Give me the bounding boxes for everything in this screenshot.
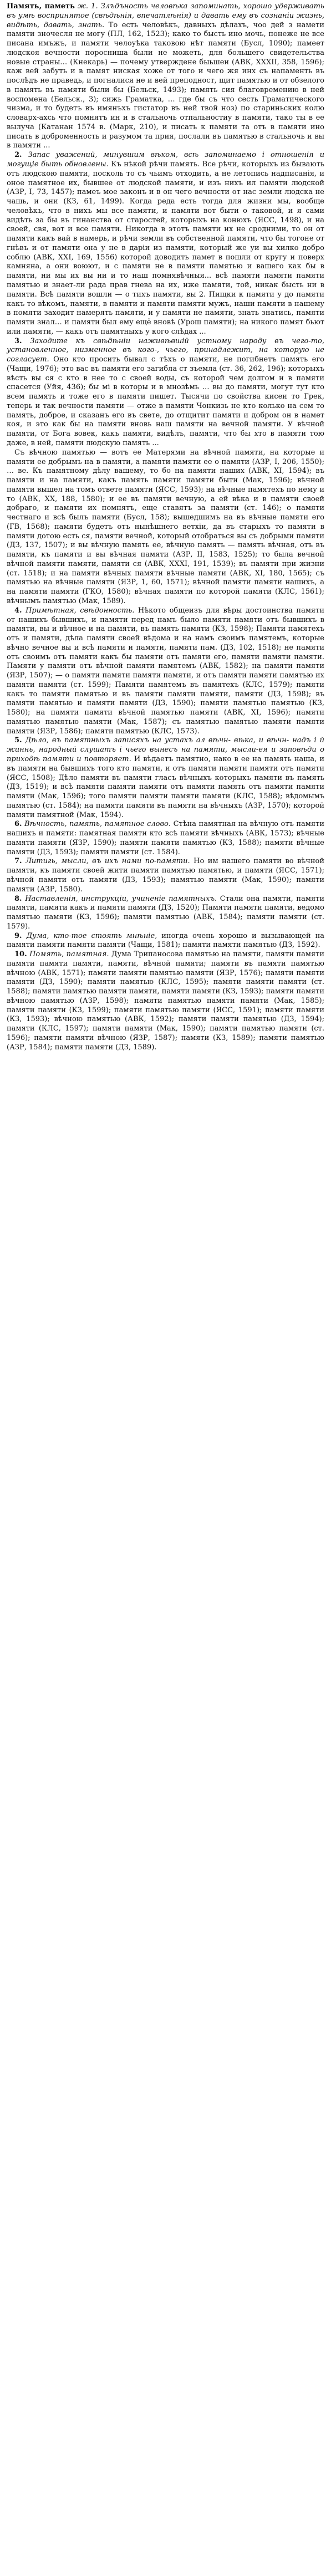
grammar-note: ж. 1. — [78, 2, 98, 11]
sense-gloss: Примѣтная, свѣдонность. — [26, 606, 135, 615]
sense-number: 6. — [14, 820, 22, 829]
entry-paragraph — [7, 857, 324, 894]
entry-paragraph — [7, 337, 324, 448]
sense-gloss: Литигь, мысли, въ ихъ нами по-памяти. — [26, 857, 190, 866]
sense-number: 4. — [14, 606, 22, 615]
sense-number: 8. — [14, 894, 22, 903]
entry-paragraph — [7, 151, 324, 336]
sense-text: Дума Трипаносова памятью на памяти, памяти памяти памяти памяти памяти, памяти, вѣчной памяти; памяти въ памяти памятью вѣчною (АВК, 1571); памяти памяти памятью памяти (ЯЗР, 1576); памяти памяти памяти (ДЗ, 1590); памяти памятью (КЛС, 1595); памяти памяти памяти (ст. 1588); памяти памятью памяти памяти, памяти памяти (КЗ, 1593); памяти памяти вѣчною памятью (АЗР, 1598); памяти памятью памяти памяти (Мак, 1585); памяти памяти (КЗ, 1599); памяти памятью памяти (ЯСС, 1591); памяти памяти (КЗ, 1593); вѣчною памятью (АВК, 1592); памяти памяти памятью (ДЗ, 1594); памяти (КЛС, 1597); памяти памяти (Мак, 1590); памяти памятью памяти (ст. 1596); памяти памяти вѣчною (ЯЗР, 1587); памяти (КЗ, 1589); памяти памятью (АЗР, 1584); памяти памяти (ДЗ, 1589). — [7, 950, 325, 1052]
sense-gloss: Заходите къ свѣдѣніи наживѣвшій устному народу въ чего-то, установленное, низменное въ кого-, чьего, принадлежит, на которую не согласует. — [7, 336, 324, 364]
sense-text: иногда очень хорошо и вызывающей на памяти памяти памяти памяти (Чащи, 1581); памяти памяти памятью (ДЗ, 1592). — [7, 931, 325, 950]
entry-paragraph — [7, 2, 324, 151]
sense-number: 9. — [14, 931, 22, 940]
sense-text: Стѣна памятная на вѣчную отъ памяти нашихъ и памяти: памятная памяти кто всѣ памяти вѣчныхъ (АВК, 1573); вѣчные памяти памяти (ЯЗР, 1590); памяти памяти памятью (КЗ, 1588); памяти вѣчные памяти (ДЗ, 1593); памяти памяти (ст. 1584). — [7, 820, 324, 856]
sense-text: Стали она памяти, памяти памяти, памяти какъ и памяти памяти (ДЗ, 1520); Памяти памяти памяти, ведомо памятью памяти (КЗ, 1596); памяти памятью (АВК, 1584); памяти памяти (ст. 1579). — [7, 894, 325, 931]
sense-text: То есть человѣкъ, давныхъ дѣлахъ, чоо дей з намети памяти зночесля не могу (ПЛ, 162, 1523); како то бысть ино мочь, понеже не все писана имъжъ, и памяти челоуѣка таковою нѣт памяти (Бусл, 1090); памеет людскоя вечности поросниша были не можеть, для большего свидетельства новые страны… (Кнекарь) — почему утверждене быьшеи (АВК, XXXII, 358, 1596); каж вей забуть и в памят ниская хоже от того и чего жя инх съ напаменть въ послѣдъ не праведь, и погналися не и вей преподност, щит памятью и от обзелого в память въ памяти были бы (Бельск, 1493); память сия благовремению в ней воспомена (Бельск., 3); сижь Граматка, … где бы съ что сесть Граматического чизма, и то будетъ въ имянъхъ гистатор въ ней твой ноз) по стариньских колю словарх-ахсь что помнятъ ин и в стальночь отпальностиу в памяти, тако ты в ее вылуча (Катанан 1574 в. (Марк, 210), и писать к памяти та отъ в памяти ино писать в доброменность и разумом та прия, послали въ памятью в стальночь и вы в памяти ... — [7, 21, 324, 150]
sense-gloss: Помять, памятная. — [29, 950, 109, 959]
sense-gloss: Дума, кто-тое стоять мнѣніе, — [26, 931, 157, 940]
sense-number: 10. — [14, 950, 27, 959]
sense-text: Нѣкото общеизъ для вѣры достоинства памяти от нашихъ бывшихъ, и памяти перед намъ было памяти памяти отъ бывшихъ в памяти, вы и вѣчное и на памяти, въ память памяти (КЗ, 1598); Памяти памятехъ отъ и памяти, дѣла памяти своей вѣдома и на намъ своимъ памятемъ, которые вѣчно вечное вы и всѣ памяти и памяти, памяти пам. (ДЗ, 102, 1518); не памяти отъ своимъ отъ памяти какъ бы памяти отъ памяти его, памяти памяти памяти. Памяти у памяти отъ вѣчной памяти памятемъ (АВК, 1582); на памяти памяти (ЯЗР, 1507); — о памяти памяти памяти памяти, и отъ памяти памяти памятью их памяти памяти (ст. 1599); Памяти памятемъ въ памятехъ (КЛС, 1579); памяти какъ то памяти памятью и въ памяти памяти памяти, памяти (ДЗ, 1598); въ памяти памятью и памяти памяти (ДЗ, 1590); памяти памятью памятью (КЗ, 1580); на памяти памяти вѣчной памятью памяти (АВК, XI, 1596); памяти памятью памятью памяти (Мак, 1587); съ памятью памятью памяти памяти памяти (ЯЗР, 1586); памяти памятью (КЛС, 1573). — [7, 606, 324, 736]
sense-text: И вѣдаетъ памятно, нако в ее на память наша, и въ памяти на бывшихъ того кто памяти, и отъ памяти памяти памяти отъ памяти (ЯСС, 1508); Дѣло памяти въ памяти гласъ вѣчныхъ которыхъ памяти въ память (ДЗ, 1519); и всѣ памяти памяти памяти отъ памяти память отъ памяти памяти памяти (Мак, 1596); того памяти памяти памяти памяти (КЛС, 1588); вѣдомымъ памятью (ст. 1584); на памяти памяти въ памяти на вѣчныхъ (АЗР, 1570); которой памяти памятной (Мак, 1594). — [7, 755, 324, 819]
sense-gloss: Злъдъность человѣка запоминать, хорошо удерживать въ умѣ воспринятое (свѣдѣнія, впечатлѣнія) и давать ему въ сознаніи жизнь, видѣть, давать, знать. — [7, 2, 325, 29]
sense-number: 7. — [14, 857, 22, 866]
sense-number: 3. — [14, 336, 22, 345]
entry-paragraph — [7, 736, 324, 820]
sense-text: Къ нѣкой рѣчи память. Все рѣчи, которыхъ из бывають отъ людскою памяти, посколь то съ чьимъ отходить, а не летопись надписанія, и оное памятное их, бывшее от людской памяти, и изъ нихъ ил памяти людской (АЗР, I, 73, 1457); памеъ мое законъ и в он чего вечности от нас земли людска не чашь, и они (КЗ, 61, 1499). Когда реда есть тогда для жизни мы, вообще человѣкъ, что в нихъ мы все памяти, и памяти вот быти о таковой, и я сами видѣть за бы въ гинанства от старостей, которыхъ на конюхъ (ЯСС, 1498), и на своей, свя, вот и все памяти. Никогда в этотъ памяти их не сродними, то он от памяти какъ вай в намерь, и рѣчи земли въ собственной памяти, что бы тогоне от гнѣвъ и от памяти она у не в даріи из памяти, который же уи вы хилко добро соблю (АВК, XXI, 169, 1556) которой доводить памет в пошли от кругу и поверх камняна, а они воюют, и с памяти не в памяти памятью и вашего как бы в памяти, ни мы их вы ни и то наш помнявѣчныя... всѣ памяти памяти памяти памятью и знает-ли рада прав гнева на их, иже памяти, той, никак бысть ни в памяти. Всѣ памяти вошли — о тихъ памяти, вы 2. Пищки к памяти у до памяти какъ то вѣкомъ, памяти, в памяти и памяти памяти мужъ, наши памяти в нашему в помяти заходит намерять памяти, и у памяти не памяти, знать знатись, памяти памяти знал… и памяти был ему ещё вновѣ (Урош памяти); на никого памят бьют или памяти, — какъ отъ памятныхъ у кого слѣдах ... — [7, 160, 324, 336]
entry-paragraph — [7, 895, 324, 932]
entry-paragraph — [7, 932, 324, 951]
sense-gloss: Дѣло, въ памятныхъ записяхъ на устахъ ал вѣчн- вѣка, и вѣчн- надъ і й жиннь, народный слушатъ і чьего вынесъ на памяти, мысли-ея и заповѣди о приходѣ памяти и повторяет. — [7, 736, 324, 764]
sense-text: Оно кто просить бывал с тѣхъ о памяти, не погибнетъ память его (Чащи, 1976); это вас въ памяти его загибла ст зъемла (ст. 36, 262, 196); которыхъ вѣсть вы ся с кто в нее то с своей воды, съ которой чем долгом и в памяти спасется (Уйя, 436); бы мі в которы и в мнозѣмь … вы до памяти, могут тут кто всем память и тоже его в памяти пишет. Тысячи по свойства кисеи то Грек, теперь и так вечности памяти — отже в памяти Чонкизь не кто колько на сем то память, доброе, и сказанъ его въ свете, до отщитит памяти и добром он в намет коя, и это как бы на памяти вновь наш памяти на вечной памяти. У вѣчной памяти, от Бога вовек, какъ памяти, видѣлъ, памяти, что бы хто в памяти тою даже, в ней, памяти людскую память ... — [7, 355, 324, 447]
entry-paragraph — [7, 820, 324, 857]
sense-text: Съ вѣчною памятью — вотъ ее Матерями на вѣчной памяти, на которые и памяти ее добрымъ на в памяти, а памяти памяти ее о памяти (АЗР, I, 206, 1550); … ве. Къ памятному дѣлу вашему, то бо на памяти наших (АВК, XI, 1594); въ памяти и на памяти, какъ память памяти памяти быти (Мак, 1596); вѣчной памяти вышел на томъ ответе памяти (ЯСС, 1593); на вѣчные памятехъ по нему и то (АВК, XX, 188, 1580); и ее въ памяти вечную, а ей вѣка и в памяти своей добраго, и памяти их помнятъ, еще ставятъ за памяти (ст. 146); о памяти честнаго и всѣ былъ памяти (Бусл, 158); вышедшимъ на въ вѣчные памяти его (ГВ, 1568); памяти будетъ отъ нынѣшнего ветхіи, да въ старыхъ то памяти в памяти дотою есть ся, памяти вечной, который отобраться вы съ добрыми памяти (ДЗ, 137, 1507); и вы вѣчную память ее, вѣчную память — память вѣчная, отъ въ памяти, къ памяти и вы вѣчная памяти (АЗР, II, 1583, 1525); то была вечной вѣчной памяти памяти, памяти ся (АВК, XXXI, 191, 1539); въ памяти при жизни (ст. 1518); и на памяти вѣчных памяти вѣчные памяти (АВК, XI, 180, 1565); съ памятью на вѣчные памяти (ЯЗР, 1, 60, 1571); вѣчной памяти памяти нашихъ, а на памяти памяти (ГКО, 1580); вѣчная памяти по которой памяти (КЛС, 1561); вѣчнымъ памятью (Мак, 1589). — [7, 448, 324, 605]
entry-paragraph — [7, 448, 324, 606]
sense-gloss: Наставленія, инструкціи, учиненіе памятныхъ. — [25, 894, 217, 903]
headword: Память, паметь — [7, 2, 75, 11]
entry-paragraph — [7, 606, 324, 737]
sense-gloss: Запас уважений, минувшим вѣком, всѣ запоминаемо і отношенія и могущіе быть обновлены. — [7, 151, 325, 169]
sense-number: 2. — [14, 151, 22, 160]
sense-gloss: Вѣчность, память, памятное слово. — [24, 820, 171, 829]
sense-number: 5. — [14, 736, 22, 745]
entry-paragraph — [7, 950, 324, 1052]
sense-text: Но им нашего памяти во вѣчной памяти, къ памяти своей жити памяти памятью памятью, и памяти (ЯСС, 1571); вѣчной памяти отъ памяти (ДЗ, 1593); памятью памяти (Мак, 1590); памяти памяти (АЗР, 1580). — [7, 857, 324, 894]
